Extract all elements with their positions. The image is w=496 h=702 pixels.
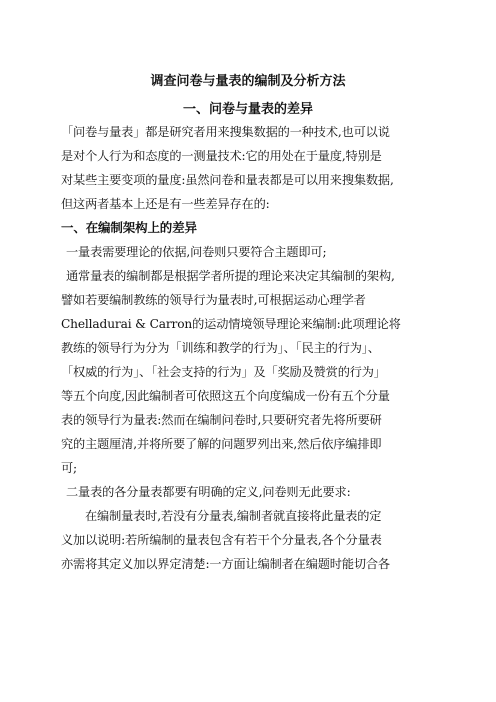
paragraph-line: 「问卷与量表」都是研究者用来搜集数据的一种技术,也可以说 <box>61 125 390 139</box>
paragraph-line: 譬如若要编制教练的领导行为量表时,可根据运动心理学者 <box>61 293 366 307</box>
paragraph-line: 对某些主要变项的量度:虽然问卷和量表都是可以用来搜集数据, <box>61 173 394 187</box>
paragraph-line: 「权威的行为」、「社会支持的行为」及「奖励及赞赏的行为」 <box>61 365 386 379</box>
paragraph-line: Chelladurai & Carron的运动情境领导理论来编制:此项理论将 <box>61 317 401 331</box>
paragraph-line: 通常量表的编制都是根据学者所提的理论来决定其编制的架构, <box>66 269 395 283</box>
paragraph-line: 教练的领导行为分为「训练和教学的行为」、「民主的行为」、 <box>61 341 380 355</box>
paragraph-line: 义加以说明:若所编制的量表包含有若干个分量表,各个分量表 <box>61 533 382 547</box>
paragraph-line: 亦需将其定义加以界定清楚:一方面让编制者在编题时能切合各 <box>61 557 390 571</box>
paragraph-line: 究的主题厘清,并将所要了解的问题罗列出来,然后依序编排即 <box>61 437 382 451</box>
paragraph-line: 二量表的各分量表都要有明确的定义,问卷则无此要求: <box>66 485 351 499</box>
paragraph-line: 但这两者基本上还是有一些差异存在的: <box>61 197 270 211</box>
paragraph-line: 可; <box>61 461 77 475</box>
paragraph-line: 表的领导行为量表:然而在编制问卷时,只要研究者先将所要研 <box>61 413 382 427</box>
paragraph-line: 一量表需要理论的依据,问卷则只要符合主题即可; <box>66 245 327 259</box>
subheading: 一、在编制架构上的差异 <box>61 220 197 235</box>
document-title: 调查问卷与量表的编制及分析方法 <box>150 74 346 89</box>
paragraph-line: 是对个人行为和态度的一测量技术:它的用处在于量度,特别是 <box>61 149 382 163</box>
paragraph-line: 等五个向度,因此编制者可依照这五个向度编成一份有五个分量 <box>61 389 390 403</box>
paragraph-line: 在编制量表时,若没有分量表,编制者就直接将此量表的定 <box>85 509 382 523</box>
section-title: 一、问卷与量表的差异 <box>182 102 313 117</box>
